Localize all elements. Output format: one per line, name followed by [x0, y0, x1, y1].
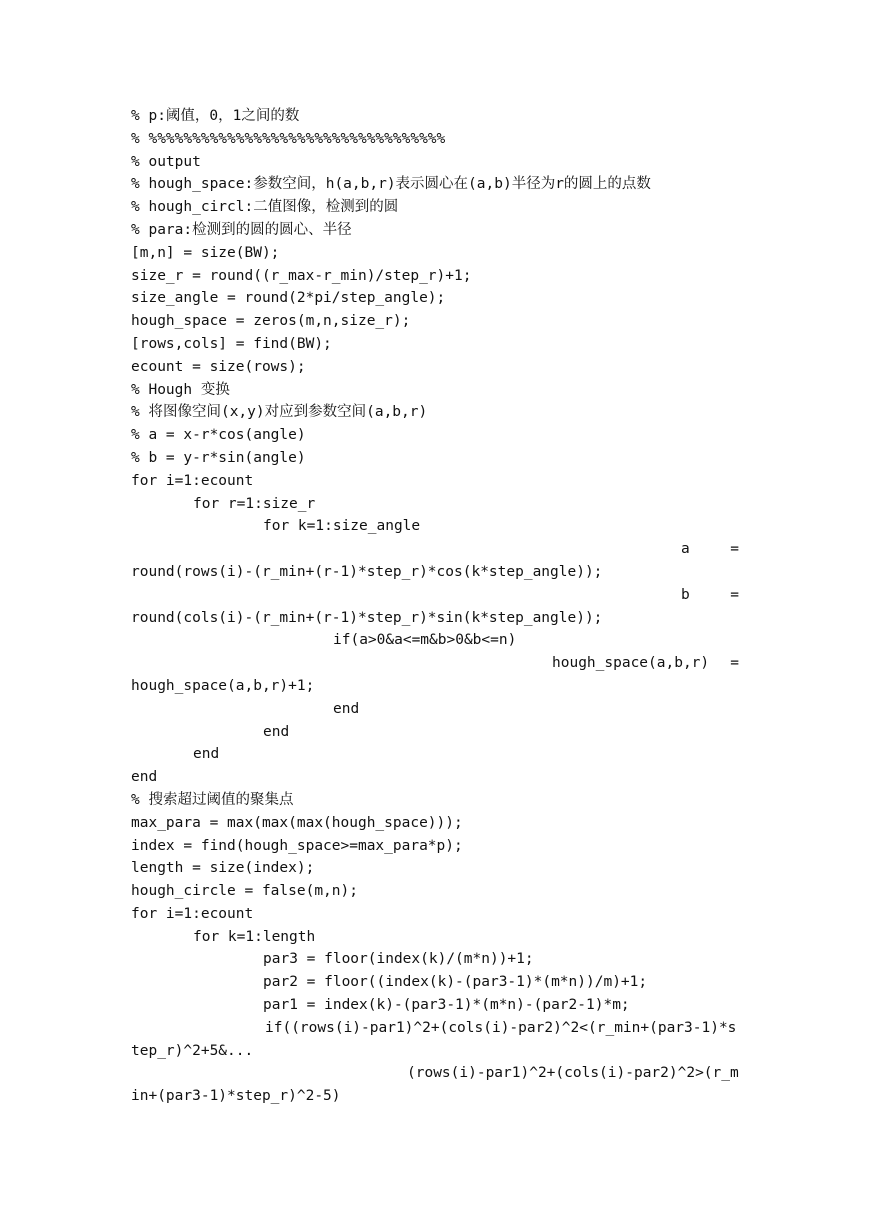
- comment-line: % %%%%%%%%%%%%%%%%%%%%%%%%%%%%%%%%%%: [131, 130, 446, 147]
- code-token: a: [681, 541, 690, 558]
- code-line: par2 = floor((index(k)-(par3-1)*(m*n))/m)+1;: [263, 974, 648, 991]
- code-token: b: [681, 586, 690, 603]
- comment-line: % a = x-r*cos(angle): [131, 427, 306, 444]
- code-line: for r=1:size_r: [193, 495, 316, 512]
- code-line: [m,n] = size(BW);: [131, 244, 280, 261]
- justified-line: [131, 584, 739, 607]
- code-line: for k=1:size_angle: [263, 518, 421, 535]
- justified-line: [131, 538, 739, 561]
- code-line: (rows(i)-par1)^2+(cols(i)-par2)^2>(r_m: [407, 1065, 739, 1082]
- comment-line: % output: [131, 153, 201, 170]
- comment-line: % hough_circl:二值图像，检测到的圆: [131, 199, 399, 216]
- code-line: for k=1:length: [193, 928, 316, 945]
- comment-line: % p:阈值，0，1之间的数: [131, 108, 300, 124]
- comment-line: % 搜索超过阈值的聚集点: [131, 791, 294, 808]
- code-line: hough_space = zeros(m,n,size_r);: [131, 313, 411, 330]
- code-line: length = size(index);: [131, 860, 315, 877]
- code-block: [131, 105, 739, 1108]
- comment-line: % para:检测到的圆的圆心、半径: [131, 221, 352, 238]
- code-line: par3 = floor(index(k)/(m*n))+1;: [263, 951, 534, 968]
- comment-line: % hough_space:参数空间，h(a,b,r)表示圆心在(a,b)半径为r的圆上的点数: [131, 176, 651, 193]
- code-line: index = find(hough_space>=max_para*p);: [131, 837, 463, 854]
- code-line: in+(par3-1)*step_r)^2-5): [131, 1088, 341, 1105]
- code-line: ecount = size(rows);: [131, 358, 306, 375]
- code-line: size_angle = round(2*pi/step_angle);: [131, 290, 446, 307]
- code-token: hough_space(a,b,r): [552, 655, 710, 672]
- code-line: size_r = round((r_max-r_min)/step_r)+1;: [131, 267, 472, 284]
- code-line: for i=1:ecount: [131, 905, 254, 922]
- code-line: [rows,cols] = find(BW);: [131, 335, 332, 352]
- code-line: round(rows(i)-(r_min+(r-1)*step_r)*cos(k*step_angle));: [131, 563, 603, 580]
- code-line: hough_space(a,b,r)+1;: [131, 677, 315, 694]
- code-line: tep_r)^2+5&...: [131, 1042, 254, 1059]
- code-line: if((rows(i)-par1)^2+(cols(i)-par2)^2<(r_min+(par3-1)*s: [265, 1019, 737, 1036]
- code-line: for i=1:ecount: [131, 472, 254, 489]
- code-line: max_para = max(max(max(hough_space)));: [131, 814, 463, 831]
- code-line: end: [333, 700, 360, 717]
- code-token: =: [730, 655, 739, 672]
- code-line: par1 = index(k)-(par3-1)*(m*n)-(par2-1)*m;: [263, 997, 630, 1014]
- comment-line: % b = y-r*sin(angle): [131, 449, 306, 466]
- comment-line: % 将图像空间(x,y)对应到参数空间(a,b,r): [131, 404, 428, 421]
- code-token: =: [730, 541, 739, 558]
- code-line: round(cols(i)-(r_min+(r-1)*step_r)*sin(k*step_angle));: [131, 609, 603, 626]
- code-line: end: [263, 723, 290, 740]
- code-token: =: [730, 586, 739, 603]
- code-line: hough_circle = false(m,n);: [131, 883, 358, 900]
- comment-line: % Hough 变换: [131, 381, 230, 398]
- justified-line: [131, 652, 739, 675]
- code-line: end: [193, 746, 220, 763]
- code-line: if(a>0&a<=m&b>0&b<=n): [333, 632, 517, 649]
- code-line: end: [131, 769, 158, 786]
